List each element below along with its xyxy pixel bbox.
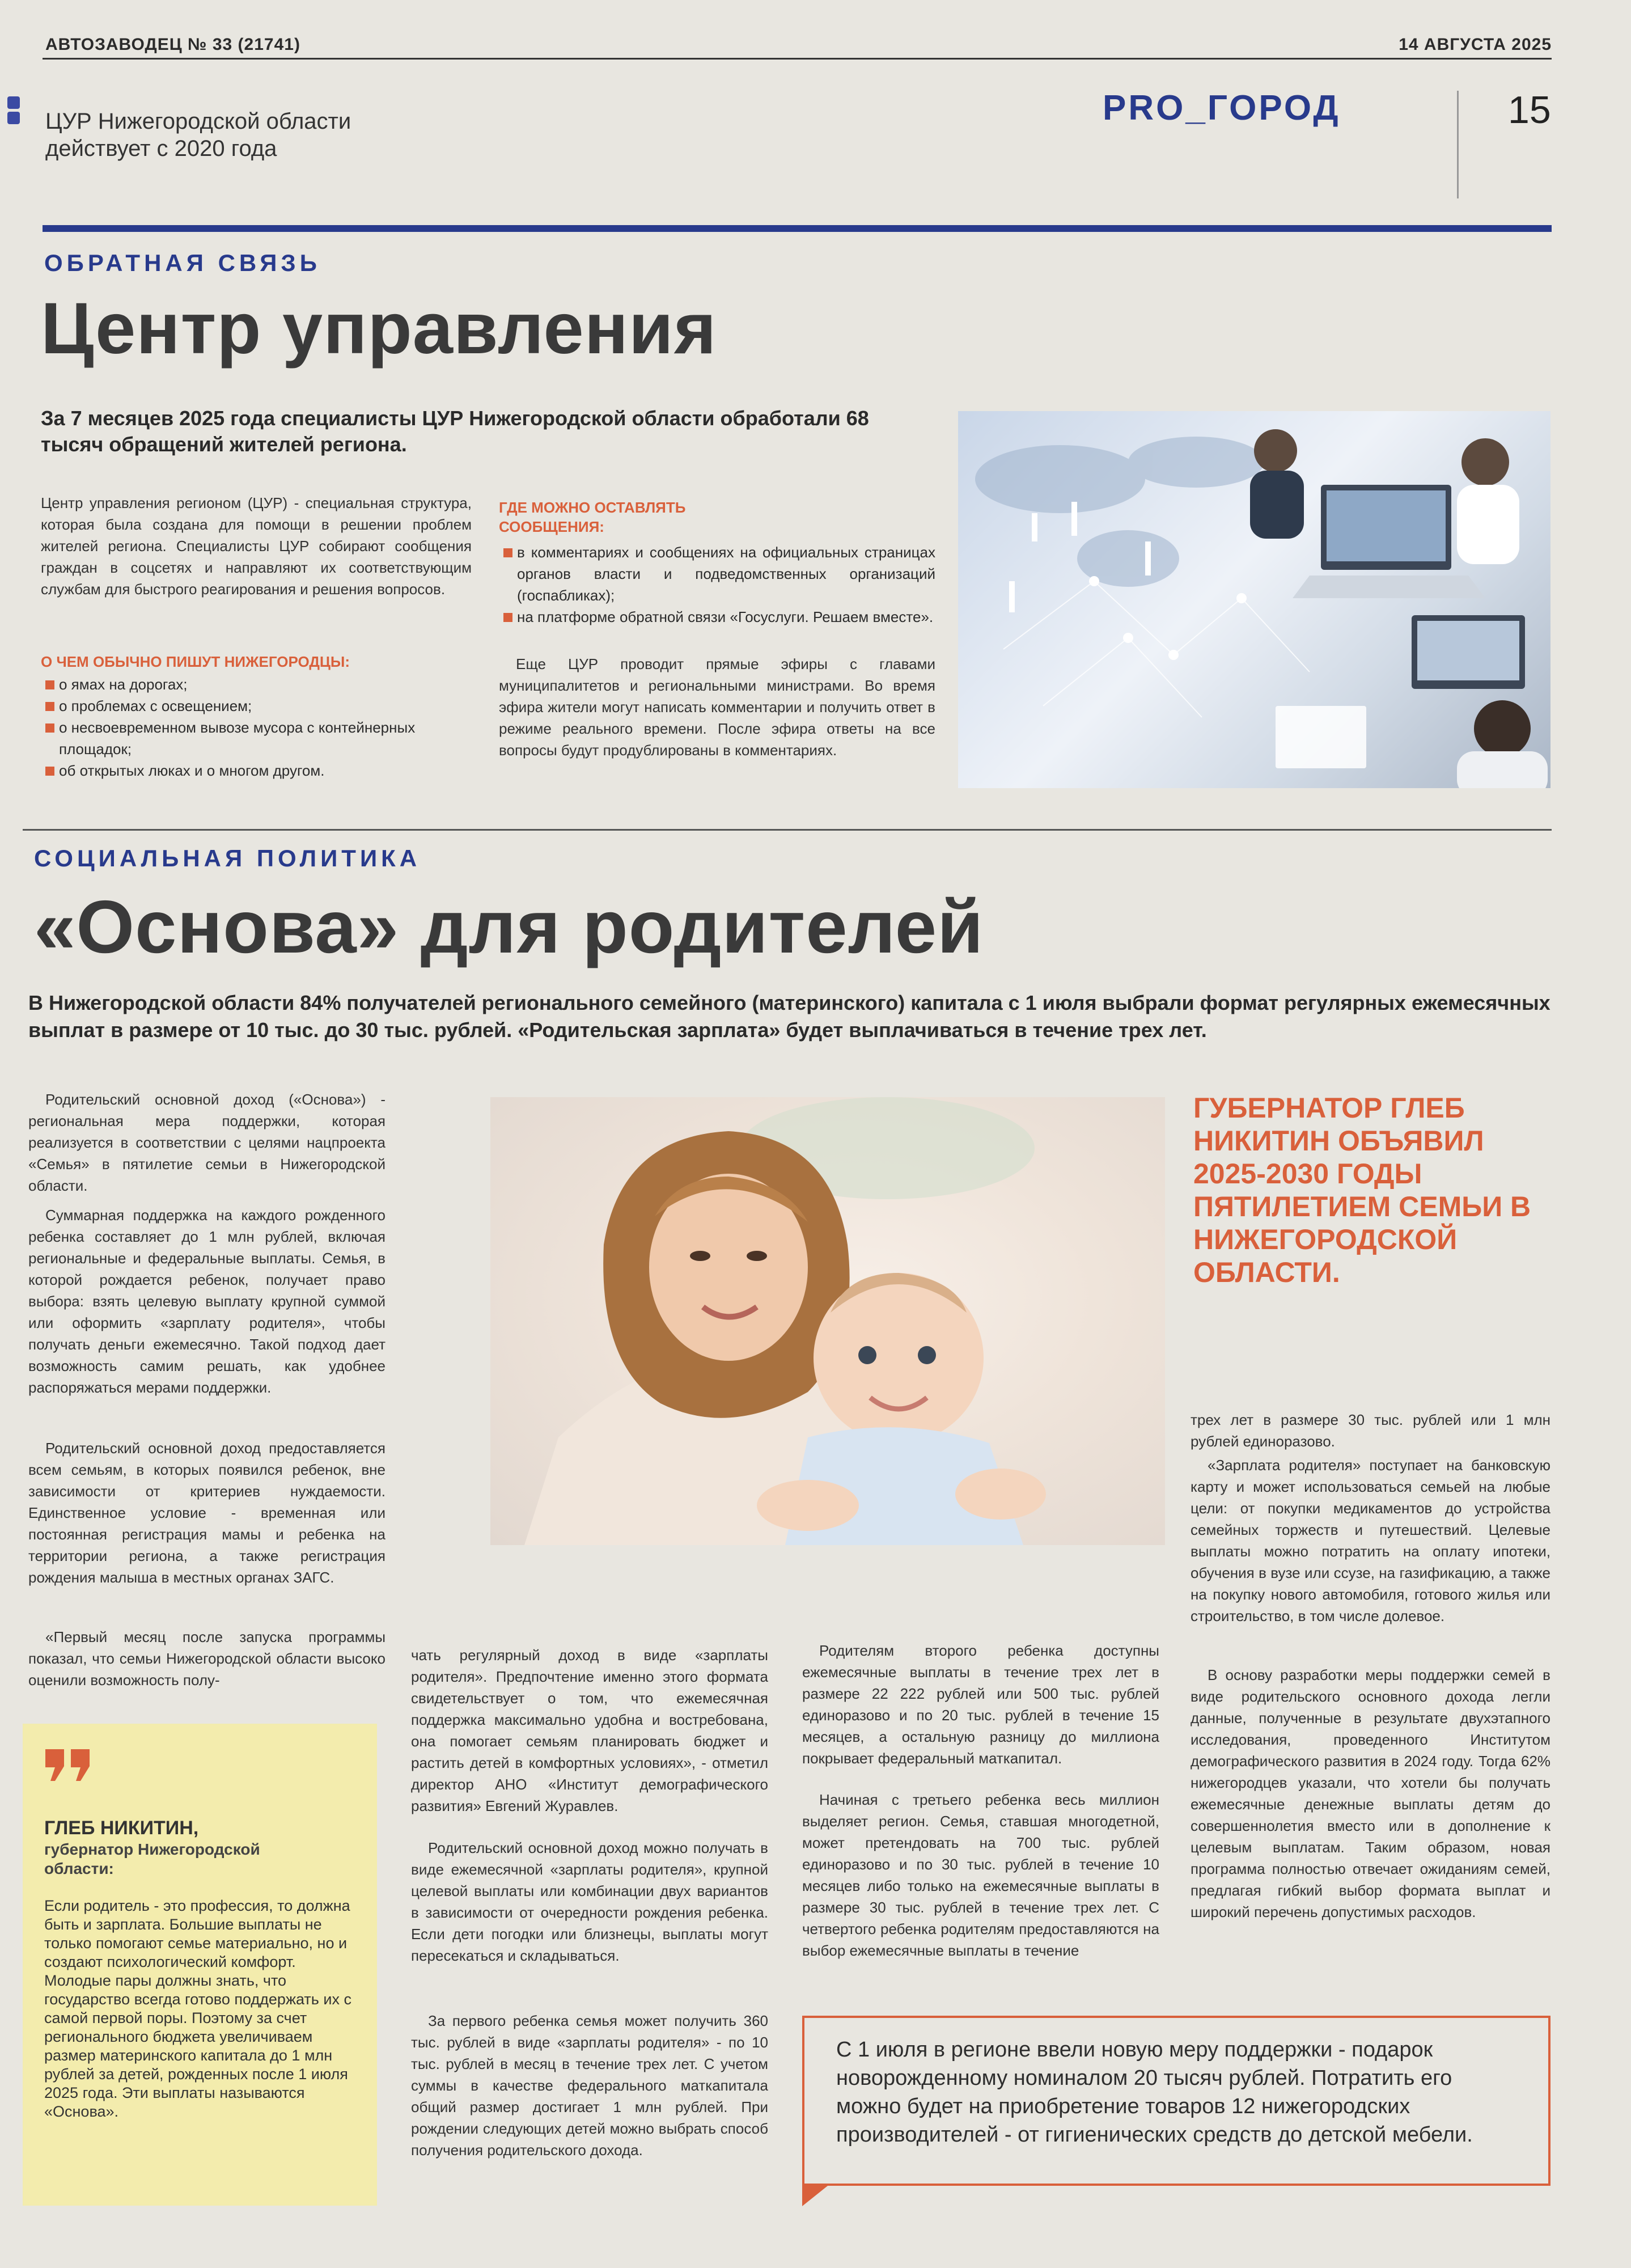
article2-rubric: СОЦИАЛЬНАЯ ПОЛИТИКА xyxy=(34,845,421,871)
article1-intro: Центр управления регионом (ЦУР) - специальная структура, которая была создана для помощи в решении проблем жителей региона. Специалисты ЦУР собирают сообщения граждан в соцсетях и направляют их соответствующим службам для быстрого реагирования и решения вопросов. xyxy=(41,494,472,598)
issue-number: АВТОЗАВОДЕЦ № 33 (21741) xyxy=(45,35,300,54)
pull-quote: ГУБЕРНАТОР ГЛЕБ НИКИТИН ОБЪЯВИЛ 2025-2030 ГОДЫ ПЯТИЛЕТИЕМ СЕМЬИ В НИЖЕГОРОДСКОЙ ОБЛАСТИ. xyxy=(1193,1092,1531,1288)
teaser-bullets xyxy=(5,94,33,127)
header-rule xyxy=(43,58,1552,60)
section-rule xyxy=(43,225,1552,232)
list-item: о проблемах с освещением; xyxy=(41,695,472,717)
header-divider xyxy=(1457,91,1459,198)
article2-title: «Основа» для родителей xyxy=(34,885,984,968)
col4-paragraph: В основу разработки меры поддержки семей в виде родительского основного дохода легли данные, полученные в результате двухэтапного исследования, проведенного Институтом демографического развития в 2024 году. Тогда 62% нижегородцев указали, что хотели бы получать ежемесячные денежные выплаты детям до совершеннолетия вместо или в дополнение к целевым выплатам. Таким образом, новая программа полностью отвечает ожиданиям семей, предлагая гибкий выбор формата выплат и широкий перечень допустимых расходов. xyxy=(1191,1666,1550,1920)
quote-text: Если родитель - это профессия, то должна быть и зарплата. Большие выплаты не только помогают семье материально, но и создают психологический комфорт. Молодые пары должны знать, что государство всегда готово поддержать их с самой первой поры. Поэтому за счет регионального бюджета увеличиваем размер материнского капитала до 1 млн рублей за детей, рожденных после 1 июля 2025 года. Эти выплаты называются «Основа». xyxy=(44,1897,351,2120)
col2-paragraph: Родительский основной доход можно получать в виде ежемесячной «зарплаты родителя», крупной целевой выплаты или комбинации двух вариантов в зависимости от очередности рождения ребенка. Если дети погодки или близнецы, выплаты могут пересекаться и складываться. xyxy=(411,1839,768,1964)
article1-lead: За 7 месяцев 2025 года специалисты ЦУР Нижегородской области обработали 68 тысяч обращений жителей региона. xyxy=(41,407,869,456)
topics-heading: О ЧЕМ ОБЫЧНО ПИШУТ НИЖЕГОРОДЦЫ: xyxy=(41,653,350,670)
office-meeting-photo xyxy=(958,411,1550,788)
list-item: на платформе обратной связи «Госуслуги. Решаем вместе». xyxy=(499,606,935,628)
col3-paragraph: Родителям второго ребенка доступны ежемесячные выплаты в течение трех лет в размере 22 222 рублей или 500 тыс. рублей единоразово и по 20 тыс. рублей в течение 15 месяцев, а остальную разницу до миллиона покрывает федеральный маткапитал. xyxy=(802,1642,1159,1767)
topics-list xyxy=(41,674,472,781)
speech-tail-icon xyxy=(802,2184,836,2206)
col1-paragraph: Родительский основной доход («Основа») - региональная мера поддержки, которая реализуется в соответствии с целями нацпроекта «Семья» в пятилетие семьи в Нижегородской области. xyxy=(28,1091,385,1194)
teaser-text: ЦУР Нижегородской области действует с 2020 года xyxy=(45,109,351,161)
list-item: о несвоевременном вывозе мусора с контейнерных площадок; xyxy=(41,717,472,760)
article1-broadcasts: Еще ЦУР проводит прямые эфиры с главами муниципалитетов и региональными министрами. Во время эфира жители могут написать комментарии и получить ответ в режиме реального времени. После эфира ответы на все вопросы будут продублированы в комментариях. xyxy=(499,655,935,759)
page-number: 15 xyxy=(1508,88,1551,132)
col1-paragraph: Суммарная поддержка на каждого рожденного ребенка составляет до 1 млн рублей, включая региональные и федеральные выплаты. Семья, в которой рождается ребенок, получает право выбора: взять целевую выплату крупной суммой или оформить «зарплату родителя», чтобы получать деньги ежемесячно. Такой подход дает возможность самим решать, как удобнее распоряжаться мерами поддержки. xyxy=(28,1207,385,1396)
quote-author-name: ГЛЕБ НИКИТИН, xyxy=(44,1817,199,1839)
gift-note-text: С 1 июля в регионе ввели новую меру поддержки - подарок новорожденному номиналом 20 тысяч рублей. Потратить его можно будет на приобретение товаров 12 нижегородских производителей - от гигиенических средств до детской мебели. xyxy=(836,2038,1473,2147)
col1-paragraph: «Первый месяц после запуска программы показал, что семьи Нижегородской области высоко оценили возможность полу- xyxy=(28,1628,385,1689)
quote-author-position: губернатор Нижегородской области: xyxy=(44,1840,260,1877)
col2-paragraph: За первого ребенка семья может получить 360 тыс. рублей в виде «зарплаты родителя» - по 10 тыс. рублей в месяц в течение трех лет. С учетом суммы в качестве федерального маткапитала общий размер достигает 1 млн рублей. При рождении следующих детей можно выбрать способ получения родительского дохода. xyxy=(411,2012,768,2159)
col4-paragraph: трех лет в размере 30 тыс. рублей или 1 млн рублей единоразово. xyxy=(1191,1411,1550,1450)
issue-date: 14 АВГУСТА 2025 xyxy=(1399,35,1552,54)
article-separator xyxy=(23,829,1552,831)
where-heading: ГДЕ МОЖНО ОСТАВЛЯТЬ СООБЩЕНИЯ: xyxy=(499,499,686,535)
where-list xyxy=(499,541,935,628)
list-item: об открытых люках и о многом другом. xyxy=(41,760,472,781)
col3-paragraph: Начиная с третьего ребенка весь миллион выделяет регион. Семья, ставшая многодетной, может претендовать на 700 тыс. рублей единоразово и по 30 тыс. рублей в течение 10 месяцев либо только на ежемесячные выплаты в размере 30 тыс. рублей в течение трех лет. С четвертого ребенка родителям предоставляются на выбор ежемесячные выплаты в течение xyxy=(802,1791,1159,1959)
col2-paragraph: чать регулярный доход в виде «зарплаты родителя». Предпочтение именно этого формата свидетельствует о том, что ежемесячная поддержка максимально удобна и востребована, она помогает семьям планировать бюджет и растить детей в комфортных условиях», - отметил директор АНО «Институт демографического развития» Евгений Журавлев. xyxy=(411,1647,768,1814)
quote-icon xyxy=(43,1744,94,1783)
article2-lead: В Нижегородской области 84% получателей регионального семейного (материнского) капитала с 1 июля выбрали формат регулярных ежемесячных выплат в размере от 10 тыс. до 30 тыс. рублей. «Родительская зарплата» будет выплачиваться в течение трех лет. xyxy=(28,991,1550,1042)
list-item: в комментариях и сообщениях на официальных страницах органов власти и подведомственных организаций (госпабликах); xyxy=(499,541,935,606)
col1-paragraph: Родительский основной доход предоставляется всем семьям, в которых появился ребенок, вне зависимости от критериев нуждаемости. Единственное условие - временная или постоянная регистрация мамы и ребенка на территории региона, а также регистрация рождения малыша в местных органах ЗАГС. xyxy=(28,1440,385,1586)
article1-rubric: ОБРАТНАЯ СВЯЗЬ xyxy=(44,249,321,276)
article1-title: Центр управления xyxy=(41,288,717,369)
list-item: о ямах на дорогах; xyxy=(41,674,472,695)
section-name: PRO_ГОРОД xyxy=(1103,88,1341,128)
mother-and-baby-photo xyxy=(490,1097,1165,1545)
col4-paragraph: «Зарплата родителя» поступает на банковскую карту и может использоваться семьей на любые цели: от покупки медикаментов до устройства семейных торжеств и путешествий. Целевые выплаты можно потратить на оплату ипотеки, обучения в вузе или ссузе, на газификацию, а также на покупку нового автомобиля, готового жилья или строительство, в том числе долевое. xyxy=(1191,1457,1550,1624)
